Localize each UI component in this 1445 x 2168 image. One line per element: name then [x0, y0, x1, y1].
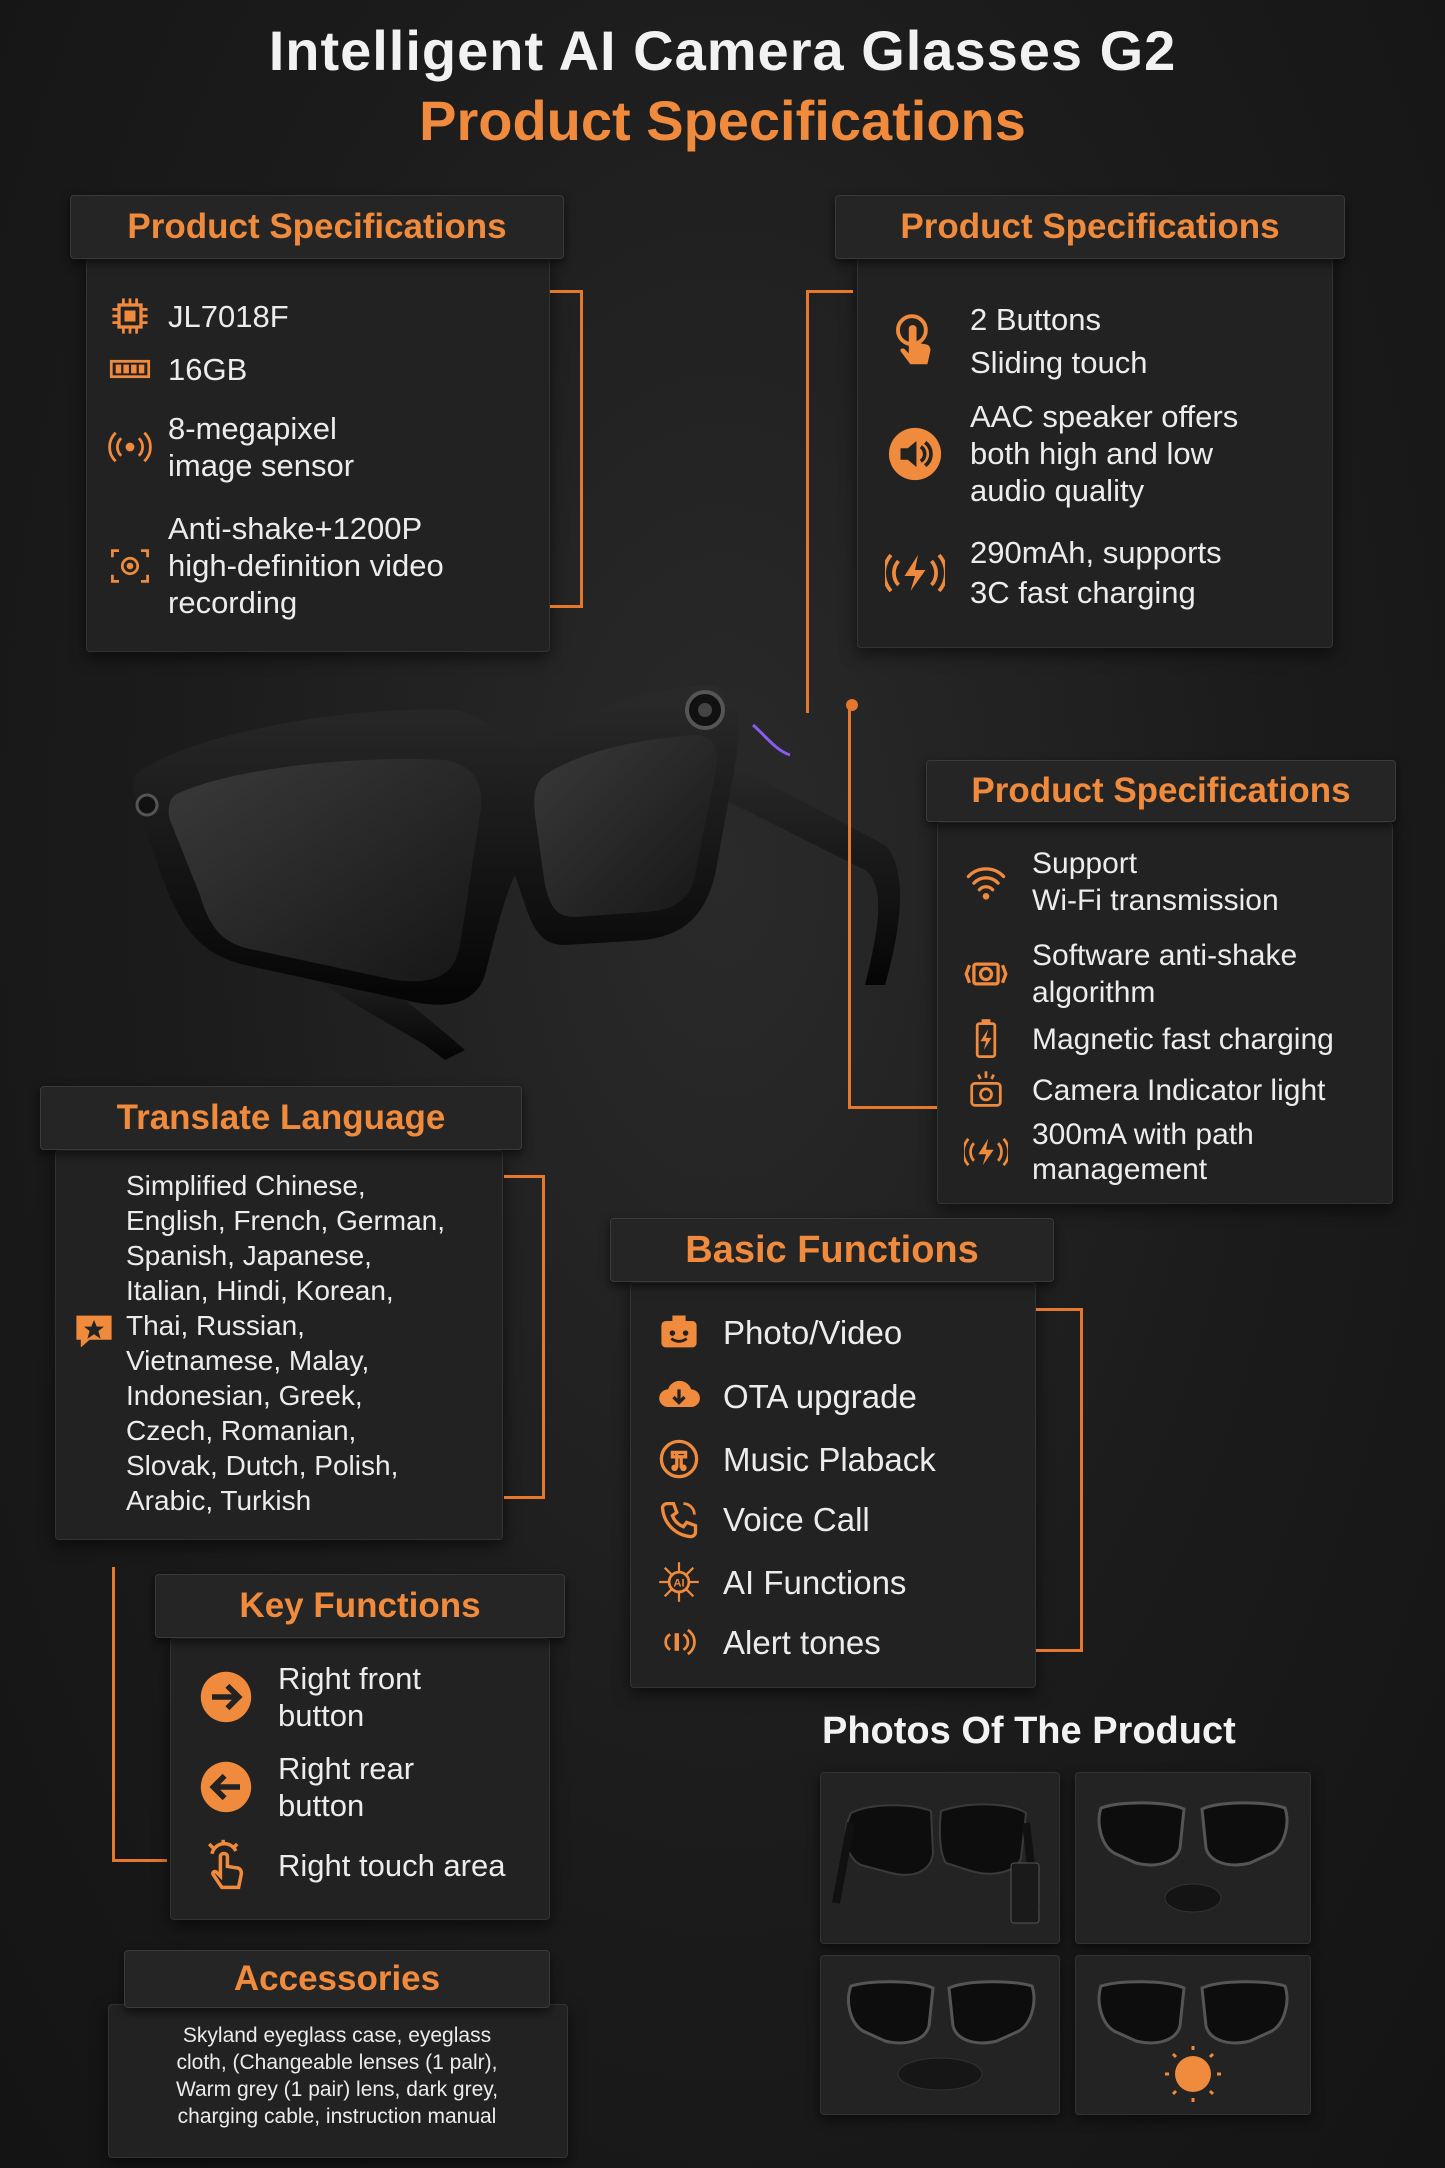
basic-text: OTA upgrade [723, 1377, 917, 1415]
anti-shake-icon [962, 950, 1010, 998]
key-item [196, 1660, 421, 1734]
product-photo-1[interactable] [820, 1772, 1060, 1944]
spec-left-item [106, 410, 354, 484]
memory-icon [106, 345, 154, 393]
key-text: Right touch area [278, 1847, 506, 1883]
spec-right-text: 290mAh, supports 3C fast charging [970, 535, 1222, 610]
spec-right-text: AAC speaker offers both high and low audio quality [970, 399, 1239, 508]
basic-text: Music Plaback [723, 1440, 936, 1478]
product-photo-2[interactable] [1075, 1772, 1311, 1944]
touch-hand-icon [196, 1835, 256, 1895]
page-title: Intelligent AI Camera Glasses G2 [268, 19, 1177, 82]
key-heading: Key Functions [155, 1574, 565, 1638]
spec-right-text: 2 Buttons Sliding touch [970, 302, 1148, 380]
camera-light-icon [962, 1066, 1010, 1114]
spec-left-text: 16GB [168, 351, 248, 387]
translate-languages: Simplified Chinese, English, French, German, Spanish, Japanese, Italian, Hindi, Korean, Thai, Russian, Vietnamese, Malay, Indonesian, Greek, Czech, Romanian, Slovak, Dutch, Polish, Arabic, Turkish [126, 1170, 446, 1516]
basic-item [655, 1372, 917, 1420]
spec-mid-item [962, 1066, 1325, 1114]
basic-item [655, 1308, 902, 1356]
spec-right-bracket [806, 290, 853, 713]
translate-icon [70, 1307, 118, 1355]
basic-text: AI Functions [723, 1563, 907, 1601]
translate-heading: Translate Language [40, 1086, 522, 1150]
product-photo-3[interactable] [820, 1955, 1060, 2115]
spec-mid-text: 300mA with path management [1032, 1118, 1254, 1186]
spec-mid-item [962, 1015, 1334, 1063]
accessories-heading: Accessories [124, 1950, 550, 2008]
phone-icon [655, 1495, 703, 1543]
basic-item [655, 1435, 936, 1483]
spec-mid-text: Support Wi-Fi transmission [1032, 847, 1279, 917]
spec-left-item [106, 510, 444, 621]
spec-mid-bracket [848, 706, 937, 1109]
fast-charge-icon [880, 538, 950, 608]
translate-bracket [504, 1175, 545, 1499]
key-item [196, 1750, 414, 1824]
spec-mid-text: Camera Indicator light [1032, 1073, 1326, 1107]
fast-charge-icon [962, 1128, 1010, 1176]
spec-left-text: Anti-shake+1200P high-definition video recording [168, 511, 444, 620]
spec-mid-text: Magnetic fast charging [1032, 1022, 1334, 1056]
sensor-icon [106, 423, 154, 471]
key-text: Right rear button [278, 1751, 415, 1823]
spec-right-heading: Product Specifications [835, 195, 1345, 259]
spec-right-item [880, 533, 1222, 613]
page-subtitle: Product Specifications [419, 89, 1026, 152]
alert-icon [655, 1618, 703, 1666]
music-icon [655, 1435, 703, 1483]
basic-item [655, 1558, 906, 1606]
accessories-text: Skyland eyeglass case, eyeglass cloth, (Changeable lenses (1 palr), Warm grey (1 pair) lens, dark grey, charging cable, instruction manual [175, 2024, 499, 2128]
spec-left-bracket [550, 290, 583, 608]
basic-item [655, 1618, 881, 1666]
spec-mid-item [962, 937, 1297, 1011]
photo-video-icon [655, 1308, 703, 1356]
spec-left-item [106, 292, 289, 340]
spec-left-text: JL7018F [168, 298, 289, 334]
touch-hand-icon [880, 306, 950, 376]
basic-text: Alert tones [723, 1623, 881, 1661]
spec-right-item [880, 398, 1238, 509]
spec-left-heading: Product Specifications [70, 195, 564, 259]
key-text: Right front button [278, 1661, 422, 1733]
ai-icon [655, 1558, 703, 1606]
video-camera-icon [106, 542, 154, 590]
arrow-left-icon [196, 1757, 256, 1817]
connector-dot [846, 699, 858, 711]
basic-text: Photo/Video [723, 1313, 903, 1351]
basic-heading: Basic Functions [610, 1218, 1054, 1282]
wifi-icon [962, 858, 1010, 906]
svg-text:AI: AI [673, 1577, 685, 1590]
key-item [196, 1835, 505, 1895]
magnetic-charge-icon [962, 1015, 1010, 1063]
photos-heading: Photos Of The Product [822, 1710, 1236, 1752]
chip-icon [106, 292, 154, 340]
spec-right-item [880, 298, 1148, 384]
spec-mid-text: Software anti-shake algorithm [1032, 939, 1298, 1009]
product-photo-4[interactable] [1075, 1955, 1311, 2115]
speaker-icon [880, 419, 950, 489]
spec-mid-item [962, 1117, 1254, 1187]
basic-bracket [1036, 1308, 1083, 1652]
cloud-download-icon [655, 1372, 703, 1420]
spec-mid-heading: Product Specifications [926, 760, 1396, 822]
arrow-right-icon [196, 1667, 256, 1727]
basic-item [655, 1495, 870, 1543]
spec-left-item [106, 345, 247, 393]
spec-mid-item [962, 845, 1279, 919]
spec-left-text: 8-megapixel image sensor [168, 411, 355, 483]
glasses-image [125, 655, 905, 1065]
basic-text: Voice Call [723, 1500, 870, 1538]
